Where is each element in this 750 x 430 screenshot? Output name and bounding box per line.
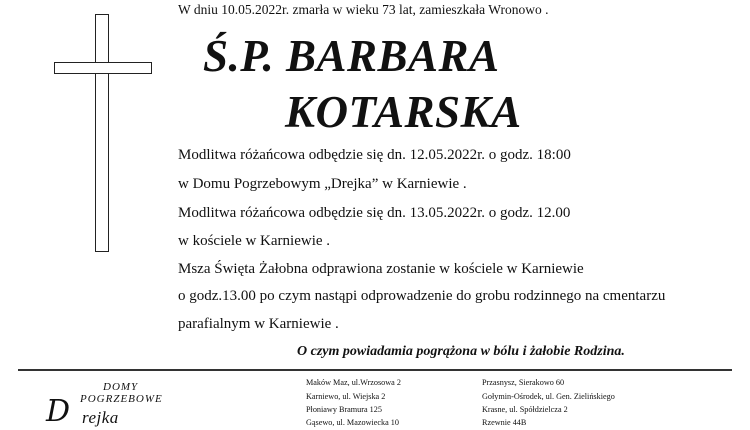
detail-line: Modlitwa różańcowa odbędzie się dn. 13.05.2022r. o godz. 12.00 — [178, 205, 571, 221]
logo-script-letter: D — [46, 394, 71, 429]
logo-text-middle: POGRZEBOWE — [80, 393, 163, 405]
detail-line: w kościele w Karniewie . — [178, 233, 331, 249]
address-item: Maków Maz, ul.Wrzosowa 2 — [306, 378, 401, 387]
logo-text-name: rejka — [82, 408, 119, 427]
logo-text-top: DOMY — [103, 381, 139, 393]
address-item: Przasnysz, Sierakowo 60 — [482, 378, 565, 387]
address-item: Płoniawy Bramura 125 — [306, 405, 382, 414]
detail-line: w Domu Pogrzebowym „Drejka” w Karniewie . — [178, 176, 467, 192]
address-item: Gąsewo, ul. Mazowiecka 10 — [306, 418, 399, 427]
deceased-name-line1: Ś.P. BARBARA — [203, 31, 500, 81]
detail-line: Modlitwa różańcowa odbędzie się dn. 12.05.2022r. o godz. 18:00 — [178, 147, 571, 163]
address-item: Krasne, ul. Spółdzielcza 2 — [482, 405, 568, 414]
address-item: Gołymin-Ośrodek, ul. Gen. Zielińskiego — [482, 392, 615, 401]
address-item: Karniewo, ul. Wiejska 2 — [306, 392, 386, 401]
detail-line: parafialnym w Karniewie . — [178, 316, 339, 332]
cross-vertical-bar — [95, 14, 109, 252]
deceased-name-line2: KOTARSKA — [285, 87, 522, 137]
detail-line: o godz.13.00 po czym nastąpi odprowadzenie do grobu rodzinnego na cmentarzu — [178, 288, 666, 304]
footer-divider — [18, 369, 732, 371]
detail-line: Msza Święta Żałobna odprawiona zostanie w kościele w Karniewie — [178, 261, 584, 277]
cross-intersection — [97, 64, 108, 73]
death-notice-intro: W dniu 10.05.2022r. zmarła w wieku 73 lat, zamieszkała Wronowo . — [178, 2, 549, 17]
closing-statement: O czym powiadamia pogrążona w bólu i żałobie Rodzina. — [297, 344, 625, 359]
address-item: Rzewnie 44B — [482, 418, 527, 427]
